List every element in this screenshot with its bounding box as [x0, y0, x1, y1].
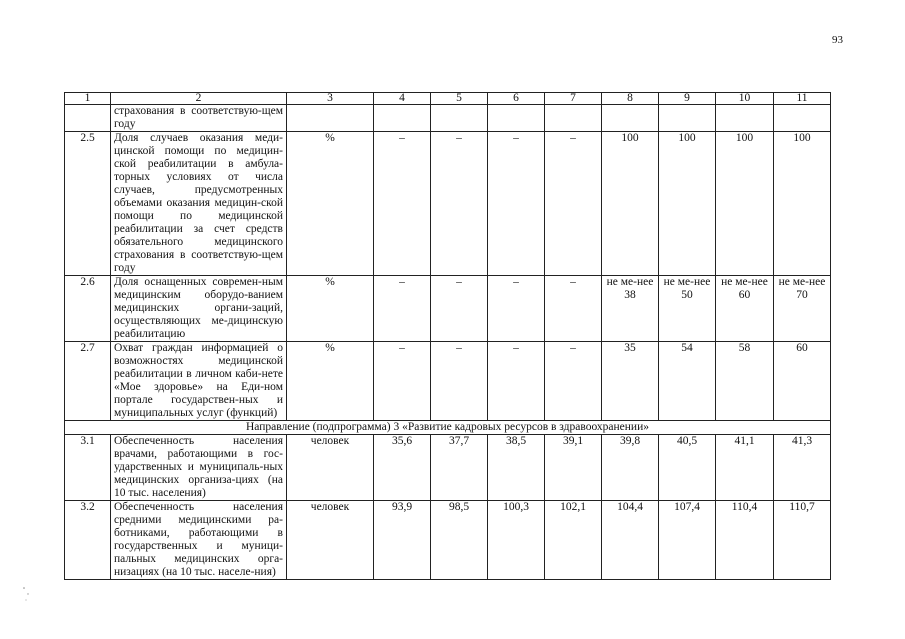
row-value: 100: [602, 132, 659, 276]
row-value: 107,4: [659, 501, 716, 580]
table-row: [65, 501, 831, 580]
row-description: Доля случаев оказания меди-цинской помощи по медицин-ской реабилитации в амбула-торных условиях от числа случаев, предусмотренных объемами оказания медицин-ской помощи по медицинской реабилитации за счет средств обязательного медицинского страхования в соответствую-щем году: [111, 132, 287, 276]
row-value: не ме-нее 50: [659, 276, 716, 342]
row-value: 38,5: [488, 435, 545, 501]
column-header: 1: [65, 93, 111, 105]
row-value: [374, 105, 431, 132]
column-header: 5: [431, 93, 488, 105]
column-header: 4: [374, 93, 431, 105]
row-number: 2.6: [65, 276, 111, 342]
section-row: [65, 421, 831, 435]
row-value: –: [431, 276, 488, 342]
row-value: 39,1: [545, 435, 602, 501]
row-value: –: [431, 342, 488, 421]
row-value: 110,7: [774, 501, 831, 580]
scan-artifact: [22, 585, 32, 605]
row-number: [65, 105, 111, 132]
table-row: [65, 276, 831, 342]
row-value: 60: [774, 342, 831, 421]
row-value: –: [545, 132, 602, 276]
row-value: 104,4: [602, 501, 659, 580]
row-value: не ме-нее 38: [602, 276, 659, 342]
row-value: –: [488, 132, 545, 276]
row-value: –: [488, 276, 545, 342]
row-value: 35: [602, 342, 659, 421]
table-row: [65, 105, 831, 132]
table-row: [65, 342, 831, 421]
row-value: –: [374, 342, 431, 421]
row-value: 41,3: [774, 435, 831, 501]
row-value: не ме-нее 60: [716, 276, 774, 342]
row-value: [431, 105, 488, 132]
row-value: 102,1: [545, 501, 602, 580]
row-value: [602, 105, 659, 132]
row-unit: человек: [287, 435, 374, 501]
table-row: [65, 132, 831, 276]
row-value: [659, 105, 716, 132]
row-value: [716, 105, 774, 132]
row-unit: [287, 105, 374, 132]
row-value: 40,5: [659, 435, 716, 501]
row-number: 3.2: [65, 501, 111, 580]
row-value: –: [374, 132, 431, 276]
row-unit: %: [287, 132, 374, 276]
row-number: 2.5: [65, 132, 111, 276]
row-unit: %: [287, 276, 374, 342]
row-value: 58: [716, 342, 774, 421]
row-description: Обеспеченность населения врачами, работающими в гос-ударственных и муниципаль-ных медицинских организа-циях (на 10 тыс. населения): [111, 435, 287, 501]
row-unit: %: [287, 342, 374, 421]
row-value: 100: [774, 132, 831, 276]
row-value: 110,4: [716, 501, 774, 580]
column-header: 8: [602, 93, 659, 105]
row-value: 35,6: [374, 435, 431, 501]
row-value: 98,5: [431, 501, 488, 580]
row-value: [545, 105, 602, 132]
row-value: не ме-нее 70: [774, 276, 831, 342]
row-value: 41,1: [716, 435, 774, 501]
row-description: Охват граждан информацией о возможностях медицинской реабилитации в личном каби-нете «Мое здоровье» на Еди-ном портале государствен-ных и муниципальных услуг (функций): [111, 342, 287, 421]
row-description: страхования в соответствую-щем году: [111, 105, 287, 132]
row-value: –: [488, 342, 545, 421]
row-value: 39,8: [602, 435, 659, 501]
column-header: 11: [774, 93, 831, 105]
table-row: [65, 435, 831, 501]
row-value: –: [374, 276, 431, 342]
row-value: 93,9: [374, 501, 431, 580]
column-header: 2: [111, 93, 287, 105]
row-number: 3.1: [65, 435, 111, 501]
row-description: Доля оснащенных современ-ным медицинским оборудо-ванием медицинских органи-заций, осуществляющих ме-дицинскую реабилитацию: [111, 276, 287, 342]
row-value: –: [431, 132, 488, 276]
row-description: Обеспеченность населения средними медицинскими ра-ботниками, работающими в государственных и муници-пальных медицинских орга-низациях (на 10 тыс. населе-ния): [111, 501, 287, 580]
row-value: 37,7: [431, 435, 488, 501]
row-value: 100: [659, 132, 716, 276]
section-title: Направление (подпрограмма) 3 «Развитие кадровых ресурсов в здравоохранении»: [65, 421, 831, 435]
row-value: 100: [716, 132, 774, 276]
column-header: 10: [716, 93, 774, 105]
row-value: [488, 105, 545, 132]
indicators-table: [64, 92, 831, 580]
page-number: 93: [832, 34, 843, 46]
row-value: 100,3: [488, 501, 545, 580]
row-value: –: [545, 342, 602, 421]
column-number-row: [65, 93, 831, 105]
column-header: 9: [659, 93, 716, 105]
column-header: 3: [287, 93, 374, 105]
row-number: 2.7: [65, 342, 111, 421]
row-unit: человек: [287, 501, 374, 580]
row-value: 54: [659, 342, 716, 421]
column-header: 7: [545, 93, 602, 105]
column-header: 6: [488, 93, 545, 105]
row-value: [774, 105, 831, 132]
row-value: –: [545, 276, 602, 342]
